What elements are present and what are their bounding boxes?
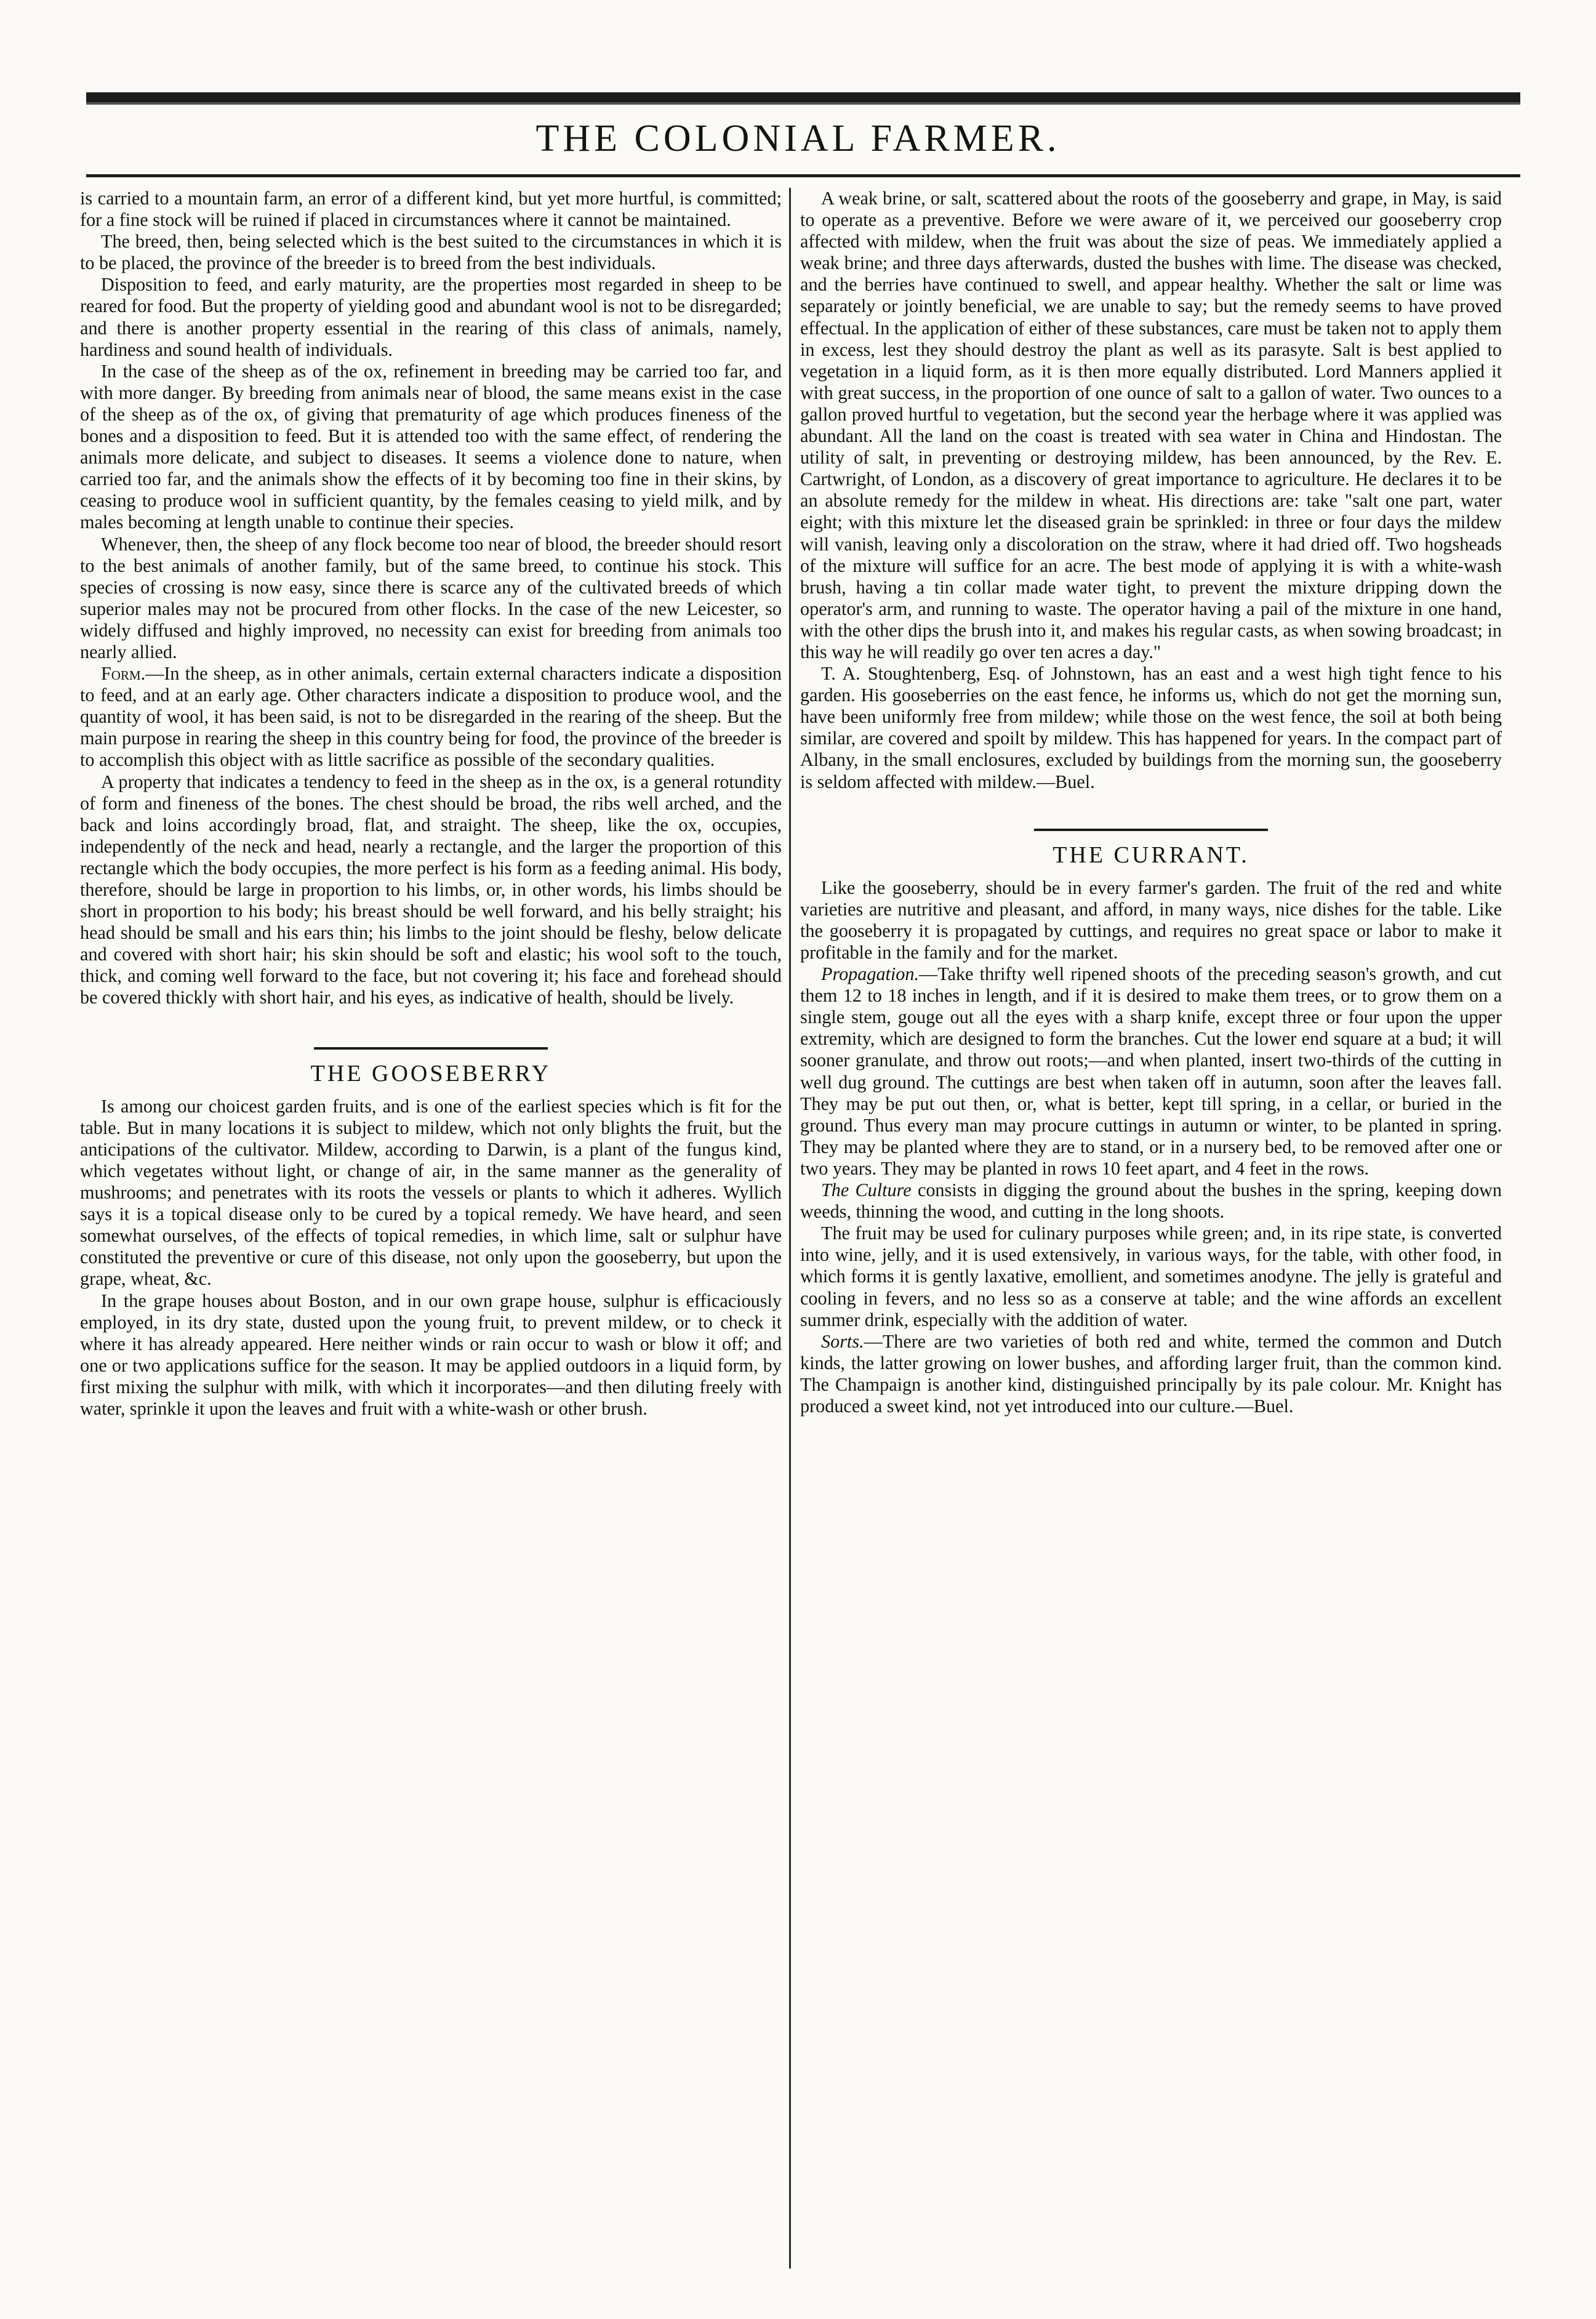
paragraph-gooseberry-mildew: Is among our choicest garden fruits, and is one of the earliest species which is fit for the table. But in many locations it is subject to mildew, which not only blights the fruit, but the anticipations of the cultivator. Mildew, according to Darwin, is a plant of the fungus kind, which vegetates without light, or change of air, in the same manner as the generality of mushrooms; and penetrates with its roots the vessels or plants to which it adheres. Wyllich says it is a topical disease only to be cured by a topical remedy. We have heard, and seen somewhat ourselves, of the effects of topical remedies, in which lime, salt or sulphur have constituted the preventive or cure of this disease, not only upon the gooseberry, but upon the grape, wheat, &c. — [80, 1095, 782, 1290]
left-column — [80, 188, 782, 2269]
right-column — [800, 188, 1502, 2269]
paragraph-refinement: In the case of the sheep as of the ox, refinement in breeding may be carried too far, and with more danger. By breeding from animals near of blood, the same means exist in the case of the sheep as of the ox, of giving that prematurity of age which produces fineness of the bones and a disposition to feed. But it is attended too with the same effect, of rendering the animals more delicate, and subject to diseases. It seems a violence done to nature, when carried too far, and the animals show the effects of it by becoming too fine in their skins, by ceasing to produce wool in sufficient quantity, by the females ceasing to yield milk, and by males becoming at length unable to continue their species. — [80, 360, 782, 533]
form-lead: Form. — [101, 663, 146, 685]
paragraph-stoughtenberg: T. A. Stoughtenberg, Esq. of Johnstown, has an east and a west high tight fence to his garden. His gooseberries on the east fence, he informs us, which do not get the morning sun, have been uniformly free from mildew; while those on the west fence, the soil at both being similar, are covered and spoilt by mildew. This has happened for years. In the compact part of Albany, in the small enclosures, excluded by buildings from the morning sun, the gooseberry is seldom affected with mildew.—Buel. — [800, 663, 1502, 792]
propagation-text: —Take thrifty well ripened shoots of the preceding season's growth, and cut them 12 to 18 inches in length, and if it is desired to make them trees, or to grow them on a single stem, gouge out all the eyes with a sharp knife, except three or four upon the upper extremity, which are designed to form the branches. Cut the lower end square at a bud; it will sooner granulate, and throw out roots;—and when planted, insert two-thirds of the cutting in well dug ground. The cuttings are best when taken off in autumn, soon after the leaves fall. They may be put out then, or, what is better, kept till spring, in a cellar, or buried in the ground. Thus every man may procure cuttings in autumn or winter, to be planted in spring. They may be planted where they are to stand, or in a nursery bed, to be removed after one or two years. They may be planted in rows 10 feet apart, and 4 feet in the rows. — [800, 963, 1502, 1179]
section-divider-gooseberry — [314, 1047, 548, 1050]
masthead-title: THE COLONIAL FARMER. — [535, 118, 1061, 159]
culture-text: consists in digging the ground about the bushes in the spring, keeping down weeds, thinning the wood, and cutting in the long shoots. — [800, 1180, 1502, 1223]
paragraph-form — [80, 663, 782, 771]
paragraph-fruit-uses: The fruit may be used for culinary purposes while green; and, in its ripe state, is converted into wine, jelly, and it is used extensively, in various ways, for the table, with other food, in which forms it is gently laxative, emollient, and sometimes anodyne. The jelly is grateful and cooling in fevers, and no less so as a conserve at table; and the wine affords an excellent summer drink, especially with the addition of water. — [800, 1223, 1502, 1330]
masthead-top-rule — [86, 92, 1520, 105]
form-text: —In the sheep, as in other animals, certain external characters indicate a disposition to feed, and at an early age. Other characters indicate a disposition to produce wool, and the quantity of wool, it has been said, is not to be disregarded in the rearing of the sheep. But the main purpose in rearing the sheep in this country being for food, the province of the breeder is to accomplish this object with as little sacrifice as possible of the secondary qualities. — [80, 663, 782, 771]
masthead-bottom-rule — [86, 174, 1520, 177]
paragraph-propagation — [800, 963, 1502, 1180]
sorts-lead: Sorts. — [821, 1330, 864, 1352]
paragraph-breed: The breed, then, being selected which is the best suited to the circumstances in which it is to be placed, the province of the breeder is to breed from the best individuals. — [80, 231, 782, 274]
section-divider-currant — [1034, 829, 1268, 831]
paragraph-gooseberry-sulphur: In the grape houses about Boston, and in our own grape house, sulphur is efficaciously employed, in its dry state, dusted upon the young fruit, to prevent mildew, or to check it where it has already appeared. Here neither winds or rain occur to wash or blow it off; and one or two applications suffice for the season. It may be applied outdoors in a liquid form, by first mixing the sulphur with milk, with which it incorporates—and then diluting freely with water, sprinkle it upon the leaves and fruit with a white-wash or other brush. — [80, 1290, 782, 1419]
paragraph-sorts — [800, 1331, 1502, 1417]
paragraph-currant-intro: Like the gooseberry, should be in every farmer's garden. The fruit of the red and white varieties are nutritive and pleasant, and afford, in many ways, nice dishes for the table. Like the gooseberry it is propagated by cuttings, and requires no great space or labor to make it profitable in the family and for the market. — [800, 877, 1502, 963]
currant-heading: THE CURRANT. — [1053, 842, 1249, 868]
sorts-text: —There are two varieties of both red and white, termed the common and Dutch kinds, the latter growing on lower bushes, and affording larger fruit, than the common kind. The Champaign is another kind, distinguished principally by its pale colour. Mr. Knight has produced a sweet kind, not yet introduced into our culture.—Buel. — [800, 1330, 1502, 1417]
paragraph-culture — [800, 1180, 1502, 1223]
paragraph-continued: is carried to a mountain farm, an error of a different kind, but yet more hurtful, is committed; for a fine stock will be ruined if placed in circumstances where it cannot be maintained. — [80, 188, 782, 231]
propagation-lead: Propagation. — [821, 963, 920, 985]
column-divider — [789, 188, 791, 2269]
paragraph-disposition: Disposition to feed, and early maturity, are the properties most regarded in sheep to be reared for food. But the property of yielding good and abundant wool is not to be disregarded; and there is another property essential in the rearing of this class of animals, namely, hardiness and sound health of individuals. — [80, 274, 782, 360]
paragraph-crossing: Whenever, then, the sheep of any flock become too near of blood, the breeder should resort to the best animals of another family, but of the same breed, to continue his stock. This species of crossing is now easy, since there is scarce any of the cultivated breeds of which superior males may not be procured from other flocks. In the case of the new Leicester, so widely diffused and highly improved, no necessity can exist for breeding from animals too nearly allied. — [80, 533, 782, 662]
gooseberry-heading: THE GOOSEBERRY — [310, 1060, 551, 1087]
culture-lead: The Culture — [821, 1180, 912, 1201]
paragraph-brine: A weak brine, or salt, scattered about the roots of the gooseberry and grape, in May, is said to operate as a preventive. Before we were aware of it, we perceived our gooseberry crop affected with mildew, when the fruit was about the size of peas. We immediately applied a weak brine; and three days afterwards, dusted the bushes with lime. The disease was checked, and the berries have continued to swell, and appear healthy. Whether the salt or lime was separately or jointly beneficial, we are unable to say; but the remedy seems to have proved effectual. In the application of either of these substances, care must be taken not to apply them in excess, lest they should destroy the plant as well as its parasyte. Salt is best applied to vegetation in a liquid form, as it is then more equally distributed. Lord Manners applied it with great success, in the proportion of one ounce of salt to a gallon of water. Two ounces to a gallon proved hurtful to vegetation, but the second year the herbage where it was applied was abundant. All the land on the coast is treated with sea water in China and Hindostan. The utility of salt, in preventing or destroying mildew, has been announced, by the Rev. E. Cartwright, of London, as a discovery of great importance to agriculture. He declares it to be an absolute remedy for the mildew in wheat. His directions are: take "salt one part, water eight; with this mixture let the diseased grain be sprinkled: in three or four days the mildew will vanish, leaving only a discoloration on the straw, where it had dried off. Two hogsheads of the mixture will suffice for an acre. The best mode of applying it is with a white-wash brush, having a tin collar made water tight, to prevent the mixture dripping down the operator's arm, and running to waste. The operator having a pail of the mixture in one hand, with the other dips the brush into it, and makes his regular casts, as when sowing broadcast; in this way he will readily go over ten acres a day." — [800, 188, 1502, 662]
paragraph-rotundity: A property that indicates a tendency to feed in the sheep as in the ox, is a general rotundity of form and fineness of the bones. The chest should be broad, the ribs well arched, and the back and loins accordingly broad, flat, and straight. The sheep, like the ox, occupies, independently of the neck and head, nearly a rectangle, and the larger the proportion of this rectangle which the body occupies, the more perfect is his form as a feeding animal. His body, therefore, should be large in proportion to his limbs, or, in other words, his limbs should be short in proportion to his body; his breast should be well forward, and his belly straight; his head should be small and his ears thin; his limbs to the joint should be fleshy, below delicate and covered with short hair; his skin should be soft and elastic; his wool soft to the touch, thick, and coming well forward to the face, but not covering it; his face and forehead should be covered thickly with short hair, and his eyes, as indicative of health, should be lively. — [80, 771, 782, 1008]
